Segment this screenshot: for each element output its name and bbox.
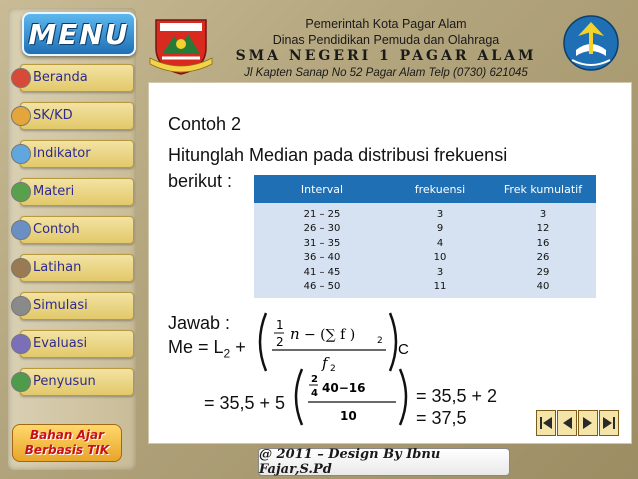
next-slide-button[interactable] xyxy=(578,410,598,436)
median-prefix: Me = L xyxy=(168,337,224,357)
f2-denominator: 10 xyxy=(340,409,357,423)
header-line-2: Dinas Pendidikan Pemuda dan Olahraga xyxy=(272,33,500,47)
median-plus: + xyxy=(230,337,246,357)
question-line-2: berikut : xyxy=(168,171,233,191)
table-cell: 26 xyxy=(490,251,596,266)
table-header-cumulative: Frek kumulatif xyxy=(490,175,596,203)
sidebar-item-label: Materi xyxy=(33,184,75,199)
footer-credit-text: @ 2011 – Design By Ibnu Fajar,S.Pd xyxy=(259,447,441,477)
table-cell: 3 xyxy=(490,203,596,222)
sidebar-item-label: Beranda xyxy=(33,70,88,85)
school-address: Jl Kapten Sanap No 52 Pagar Alam Telp (0730) 621045 xyxy=(244,67,528,79)
table-cell: 46 – 50 xyxy=(254,280,390,299)
f1-half-den: 2 xyxy=(276,335,284,349)
substituted-formula xyxy=(288,366,416,428)
table-header-frequency: frekuensi xyxy=(390,175,490,203)
badge-line-2: Berbasis TIK xyxy=(24,443,110,457)
table-row xyxy=(254,222,596,237)
result-line-2: = 37,5 xyxy=(416,408,467,428)
target-icon xyxy=(11,106,31,126)
table-cell: 9 xyxy=(390,222,490,237)
f2-numerator: 40−16 xyxy=(322,381,366,395)
sidebar-item-label: Evaluasi xyxy=(33,336,88,351)
table-cell: 4 xyxy=(390,236,490,251)
table-cell: 36 – 40 xyxy=(254,251,390,266)
f1-class-width: C xyxy=(398,341,409,358)
f1-n: n xyxy=(290,325,300,343)
sidebar-item-label: Indikator xyxy=(33,146,91,161)
table-row xyxy=(254,236,596,251)
bookmark-icon xyxy=(11,258,31,278)
table-row xyxy=(254,203,596,222)
frequency-table xyxy=(254,175,596,298)
skip-back-icon xyxy=(537,411,555,435)
menu-logo-text: MENU xyxy=(28,17,130,51)
people-icon xyxy=(11,372,31,392)
sidebar-item-contoh[interactable] xyxy=(20,216,134,244)
f2-four: 4 xyxy=(311,388,318,399)
f1-den-sub: 2 xyxy=(330,364,336,374)
table-cell: 12 xyxy=(490,222,596,237)
footer-credit xyxy=(258,448,510,476)
bahan-ajar-badge xyxy=(12,424,122,462)
answer-label: Jawab : xyxy=(168,313,231,333)
f1-den: f xyxy=(322,354,328,372)
median-subscript: 2 xyxy=(223,346,231,361)
sidebar-item-materi[interactable] xyxy=(20,178,134,206)
sidebar-item-penyusun[interactable] xyxy=(20,368,134,396)
skip-forward-icon xyxy=(600,411,618,435)
sidebar-item-sk-kd[interactable] xyxy=(20,102,134,130)
table-cell: 26 – 30 xyxy=(254,222,390,237)
table-row xyxy=(254,265,596,280)
sidebar-item-label: Penyusun xyxy=(33,374,96,389)
sidebar-item-indikator[interactable] xyxy=(20,140,134,168)
table-header-interval: Interval xyxy=(254,175,390,203)
sidebar-item-label: Latihan xyxy=(33,260,82,275)
median-formula xyxy=(252,310,412,374)
table-cell: 16 xyxy=(490,236,596,251)
sidebar-item-beranda[interactable] xyxy=(20,64,134,92)
f1-sum-sub: 2 xyxy=(377,336,383,346)
table-cell: 40 xyxy=(490,280,596,299)
arrow-left-icon xyxy=(558,411,576,435)
table-cell: 3 xyxy=(390,265,490,280)
pagar-alam-emblem-icon xyxy=(148,14,214,76)
sidebar-item-label: Contoh xyxy=(33,222,80,237)
example-title: Contoh 2 xyxy=(168,114,242,134)
first-slide-button[interactable] xyxy=(536,410,556,436)
home-icon xyxy=(11,68,31,88)
tut-wuri-handayani-icon xyxy=(562,12,620,74)
table-cell: 3 xyxy=(390,203,490,222)
last-slide-button[interactable] xyxy=(599,410,619,436)
table-cell: 21 – 25 xyxy=(254,203,390,222)
f1-sum: − (∑ f ) xyxy=(304,327,356,343)
table-cell: 29 xyxy=(490,265,596,280)
table-cell: 10 xyxy=(390,251,490,266)
sidebar-item-label: SK/KD xyxy=(33,108,73,123)
f1-half-num: 1 xyxy=(276,318,284,332)
question-line-1: Hitunglah Median pada distribusi frekuensi xyxy=(168,145,508,165)
school-name: SMA NEGERI 1 PAGAR ALAM xyxy=(235,48,537,64)
badge-line-1: Bahan Ajar xyxy=(29,428,105,442)
sidebar-item-label: Simulasi xyxy=(33,298,88,313)
median-formula-prefix xyxy=(168,337,246,361)
menu-logo[interactable] xyxy=(22,12,136,56)
table-row xyxy=(254,280,596,299)
table-cell: 11 xyxy=(390,280,490,299)
header-line-1: Pemerintah Kota Pagar Alam xyxy=(305,17,467,31)
clipboard-icon xyxy=(11,334,31,354)
sidebar-item-evaluasi[interactable] xyxy=(20,330,134,358)
result-line-1: = 35,5 + 2 xyxy=(416,386,498,406)
table-row xyxy=(254,251,596,266)
checklist-icon xyxy=(11,144,31,164)
gears-icon xyxy=(11,296,31,316)
f2-two: 2 xyxy=(311,374,318,385)
table-cell: 31 – 35 xyxy=(254,236,390,251)
arrow-right-icon xyxy=(579,411,597,435)
magnifier-icon xyxy=(11,220,31,240)
pencil-icon xyxy=(11,182,31,202)
table-cell: 41 – 45 xyxy=(254,265,390,280)
sidebar-item-latihan[interactable] xyxy=(20,254,134,282)
sidebar-item-simulasi[interactable] xyxy=(20,292,134,320)
calc-prefix: = 35,5 + 5 xyxy=(204,393,286,413)
previous-slide-button[interactable] xyxy=(557,410,577,436)
